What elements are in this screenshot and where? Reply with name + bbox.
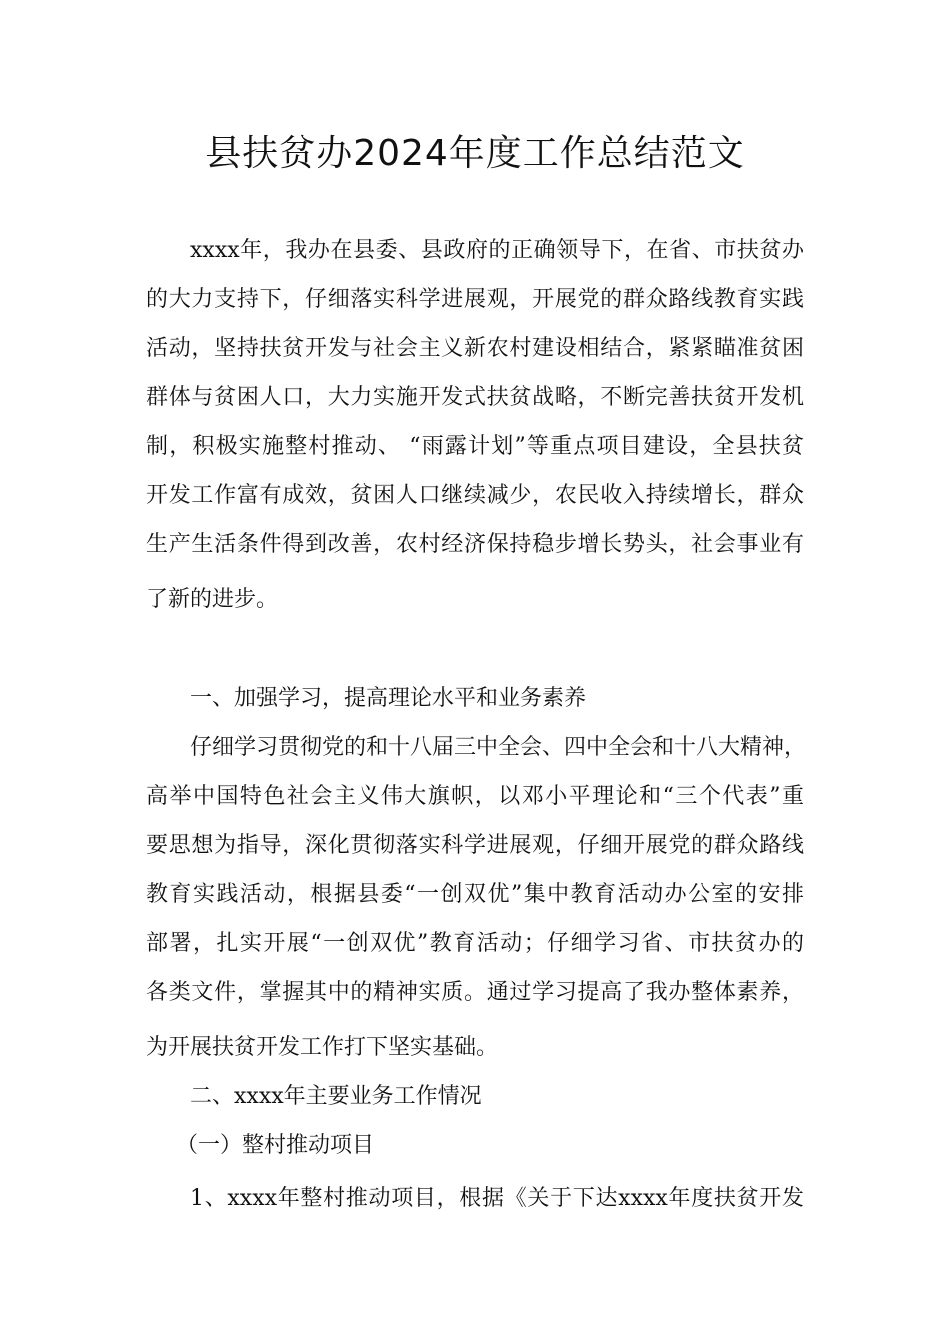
paragraph-line: 了新的进步。 xyxy=(146,587,279,612)
subsection-heading: （一）整村推动项目 xyxy=(176,1133,375,1158)
paragraph-line: 仔细学习贯彻党的和十八届三中全会、四中全会和十八大精神， xyxy=(190,735,807,760)
document-title: 县扶贫办2024年度工作总结范文 xyxy=(205,133,745,174)
paragraph-line: 开发工作富有成效，贫困人口继续减少，农民收入持续增长，群众 xyxy=(146,483,804,508)
paragraph-line: 为开展扶贫开发工作打下坚实基础。 xyxy=(146,1035,499,1060)
section-heading: 二、xxxx年主要业务工作情况 xyxy=(190,1084,482,1109)
paragraph-line: 群体与贫困人口，大力实施开发式扶贫战略，不断完善扶贫开发机 xyxy=(146,385,804,410)
paragraph-line: 活动，坚持扶贫开发与社会主义新农村建设相结合，紧紧瞄准贫困 xyxy=(146,336,804,361)
paragraph-line: 的大力支持下，仔细落实科学进展观，开展党的群众路线教育实践 xyxy=(146,287,804,312)
paragraph-line: 1、xxxx年整村推动项目，根据《关于下达xxxx年度扶贫开发 xyxy=(190,1186,804,1211)
paragraph-line: 各类文件，掌握其中的精神实质。通过学习提高了我办整体素养， xyxy=(146,980,804,1005)
paragraph-line: xxxx年，我办在县委、县政府的正确领导下，在省、市扶贫办 xyxy=(190,238,804,263)
paragraph-line: 高举中国特色社会主义伟大旗帜，以邓小平理论和“三个代表”重 xyxy=(146,784,804,809)
section-heading: 一、加强学习，提高理论水平和业务素养 xyxy=(190,686,587,711)
paragraph-line: 生产生活条件得到改善，农村经济保持稳步增长势头，社会事业有 xyxy=(146,532,804,557)
paragraph-line: 部署，扎实开展“一创双优”教育活动；仔细学习省、市扶贫办的 xyxy=(146,931,804,956)
paragraph-line: 制，积极实施整村推动、 “雨露计划”等重点项目建设，全县扶贫 xyxy=(146,434,804,459)
paragraph-line: 要思想为指导，深化贯彻落实科学进展观，仔细开展党的群众路线 xyxy=(146,833,804,858)
paragraph-line: 教育实践活动，根据县委“一创双优”集中教育活动办公室的安排 xyxy=(146,882,804,907)
